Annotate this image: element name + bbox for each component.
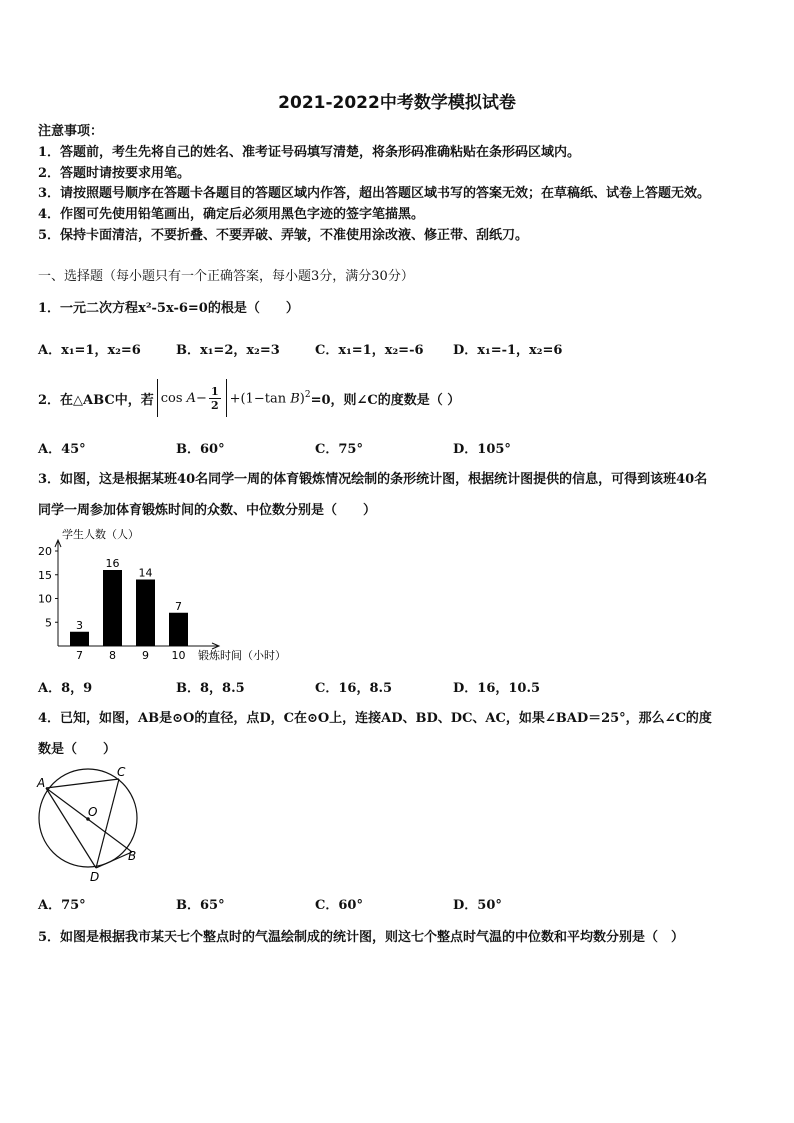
question-3-line2: 同学一周参加体育锻炼时间的众数、中位数分别是（ ）: [38, 503, 377, 518]
label-d: D: [90, 870, 100, 884]
bar: [70, 632, 89, 646]
notice-heading: 注意事项：: [38, 124, 104, 139]
notice-item: 5．保持卡面清洁，不要折叠、不要弄破、弄皱，不准使用涂改液、修正带、刮纸刀。: [38, 228, 529, 243]
x-tick-label: 7: [76, 649, 83, 662]
x-tick-label: 9: [142, 649, 149, 662]
abs-bar-left: [157, 379, 158, 417]
label-a: A: [37, 776, 46, 790]
question-4-line1: 4．已知，如图，AB是⊙O的直径，点D，C在⊙O上，连接AD、BD、DC、AC，如果∠BAD＝25°，那么∠C的度: [38, 711, 712, 726]
question-text: =0，则∠C的度数是（ ）: [310, 392, 461, 408]
option-b[interactable]: B．60°: [176, 442, 225, 457]
circle-diagram: [32, 762, 152, 887]
y-tick-label: 20: [38, 545, 52, 558]
label-b: B: [128, 849, 137, 863]
x-tick-label: 8: [109, 649, 116, 662]
question-3-line1: 3．如图，这是根据某班40名同学一周的体育锻炼情况绘制的条形统计图，根据统计图提供的信息，可得到该班40名: [38, 472, 708, 487]
option-a[interactable]: A．8，9: [38, 681, 93, 696]
x-axis-label: 锻炼时间（小时）: [198, 649, 286, 662]
question-4-line2: 数是（ ）: [38, 742, 117, 757]
question-text: 2．在△ABC中，若: [38, 392, 154, 408]
x-tick-label: 10: [171, 649, 186, 662]
segment-dc: [96, 779, 119, 868]
equation: x²-5x-6=0: [138, 301, 208, 316]
bar-chart: [36, 524, 316, 666]
y-tick-label: 5: [45, 616, 52, 630]
question-text: 的根是（ ）: [207, 301, 299, 316]
option-b[interactable]: B．8，8.5: [176, 681, 245, 696]
option-d[interactable]: D．50°: [453, 898, 502, 913]
bar-value-label: 16: [105, 557, 120, 570]
option-c[interactable]: C．16，8.5: [315, 681, 393, 696]
question-1: [38, 297, 299, 316]
option-b[interactable]: B．x₁=2，x₂=3: [176, 343, 280, 358]
bar: [169, 613, 188, 646]
notice-item: 4．作图可先使用铅笔画出，确定后必须用黑色字迹的签字笔描黑。: [38, 207, 425, 222]
label-c: C: [117, 765, 126, 779]
option-c[interactable]: C．60°: [315, 898, 363, 913]
bar-value-label: 3: [76, 618, 83, 632]
abs-bar-right: [226, 379, 227, 417]
fraction-one-half: $\frac{1}{2}$: [210, 384, 219, 412]
question-2: [38, 378, 460, 418]
bar-value-label: 7: [175, 599, 182, 613]
notice-item: 1．答题前，考生先将自己的姓名、准考证号码填写清楚，将条形码准确粘贴在条形码区域内。: [38, 145, 581, 160]
option-a[interactable]: A．x₁=1，x₂=6: [38, 343, 141, 358]
question-number: 1．: [38, 301, 61, 316]
option-d[interactable]: D．105°: [453, 442, 511, 457]
tan-term: +(1−tan B)$^2$: [229, 389, 311, 407]
notice-item: 2．答题时请按要求用笔。: [38, 166, 191, 181]
bar: [136, 580, 155, 647]
segment-ad: [46, 788, 96, 868]
notice-item: 3．请按照题号顺序在答题卡各题目的答题区域内作答，超出答题区域书写的答案无效；在草稿纸、试卷上答题无效。: [38, 186, 711, 201]
segment-bd: [96, 852, 132, 868]
option-a[interactable]: A．75°: [38, 898, 86, 913]
bar-value-label: 14: [138, 566, 153, 580]
section-heading: 一、选择题（每小题只有一个正确答案，每小题3分，满分30分）: [38, 269, 414, 284]
question-text: 一元二次方程: [60, 301, 139, 316]
option-b[interactable]: B．65°: [176, 898, 225, 913]
page-title: 2021-2022中考数学模拟试卷: [278, 93, 516, 113]
option-c[interactable]: C．75°: [315, 442, 363, 457]
bar: [103, 570, 122, 646]
question-5: 5．如图是根据我市某天七个整点时的气温绘制成的统计图，则这七个整点时气温的中位数和平均数分别是（ ）: [38, 930, 685, 945]
y-axis-label: 学生人数（人）: [62, 528, 139, 541]
cos-term: cos A−: [160, 390, 207, 406]
option-c[interactable]: C．x₁=1，x₂=-6: [315, 343, 424, 358]
y-tick-label: 15: [38, 568, 52, 582]
option-a[interactable]: A．45°: [38, 442, 86, 457]
option-d[interactable]: D．16，10.5: [453, 681, 541, 696]
y-tick-label: 10: [38, 592, 52, 606]
option-d[interactable]: D．x₁=-1，x₂=6: [453, 343, 563, 358]
label-o: O: [88, 805, 98, 819]
